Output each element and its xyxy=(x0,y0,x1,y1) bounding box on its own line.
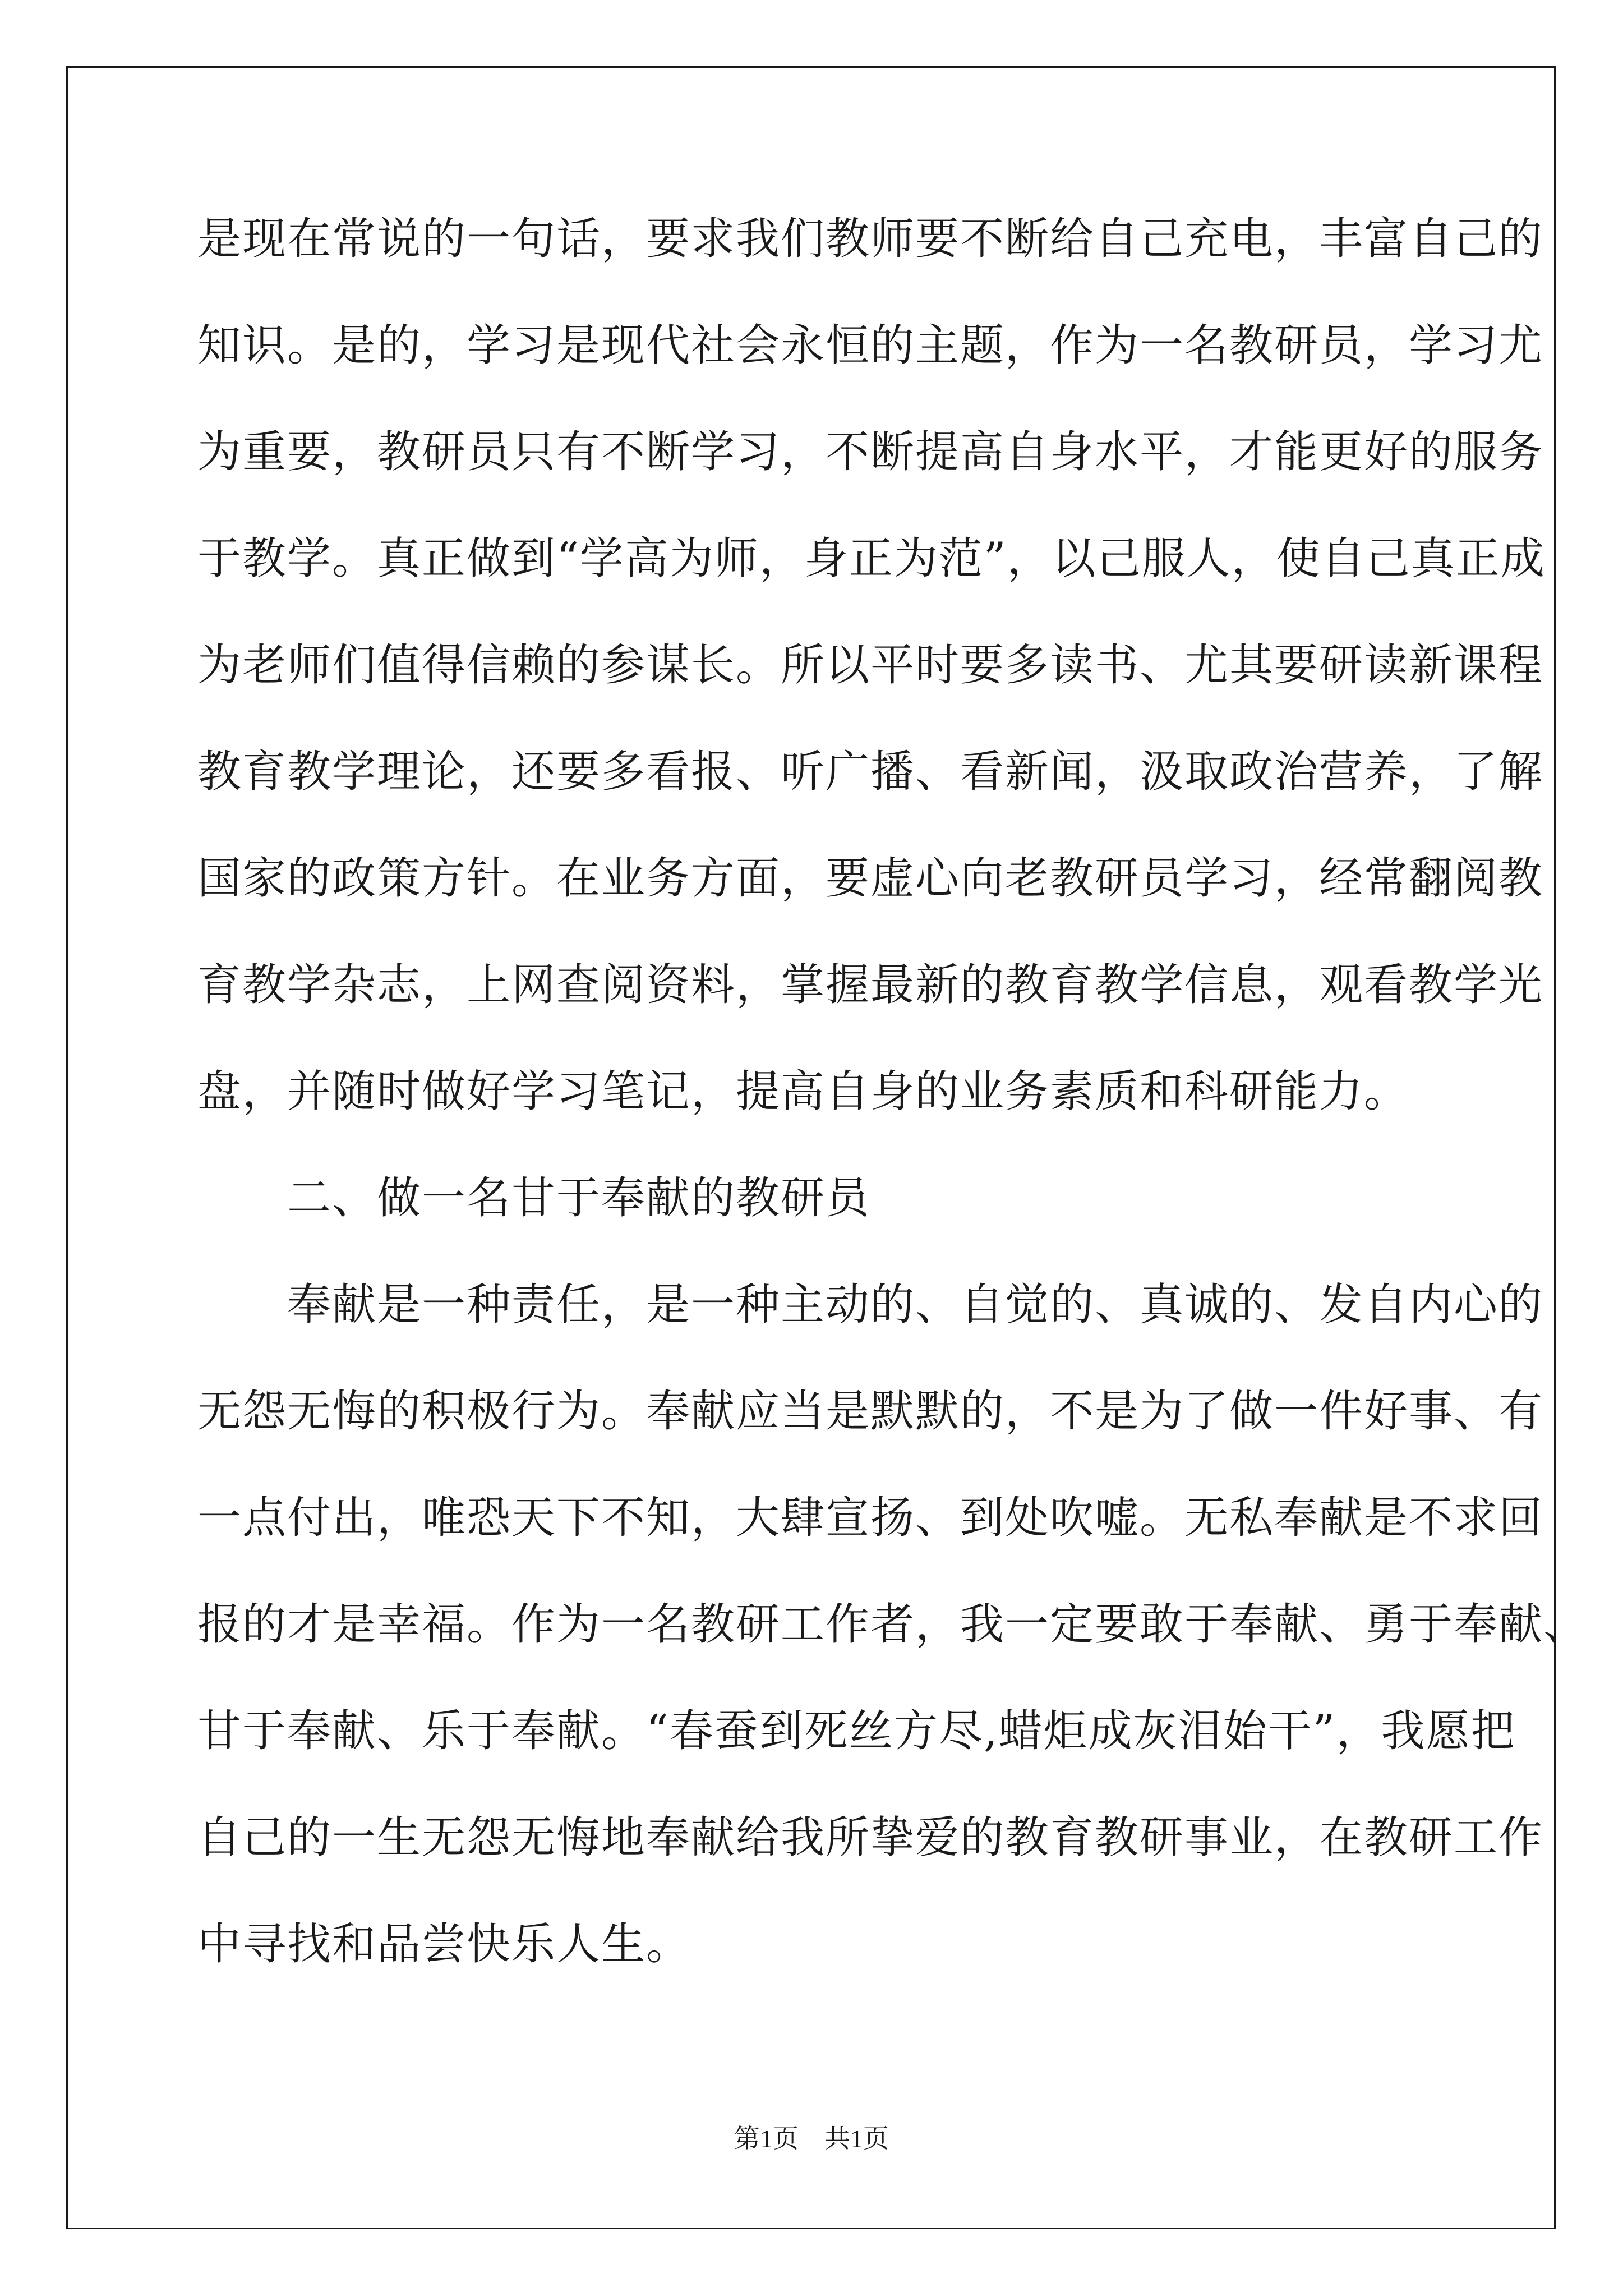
section-heading: 二、做一名甘于奉献的教研员 xyxy=(197,1173,871,1223)
text-line: 为重要，教研员只有不断学习，不断提高自身水平，才能更好的服务 xyxy=(197,427,1544,477)
text-line: 奉献是一种责任，是一种主动的、自觉的、真诚的、发自内心的 xyxy=(197,1280,1544,1330)
text-line: 为老师们值得信赖的参谋长。所以平时要多读书、尤其要研读新课程 xyxy=(197,640,1544,691)
text-line: 无怨无悔的积极行为。奉献应当是默默的，不是为了做一件好事、有 xyxy=(197,1386,1544,1437)
text-line: 盘，并随时做好学习笔记，提高自身的业务素质和科研能力。 xyxy=(197,1066,1409,1117)
text-line: 甘于奉献、乐于奉献。“春蚕到死丝方尽,蜡炬成灰泪始干”，我愿把 xyxy=(197,1706,1516,1756)
text-line: 报的才是幸福。作为一名教研工作者，我一定要敢于奉献、勇于奉献、 xyxy=(197,1599,1589,1650)
text-line: 一点付出，唯恐天下不知，大肆宣扬、到处吹嘘。无私奉献是不求回 xyxy=(197,1493,1544,1543)
page-number: 第1页 共1页 xyxy=(734,2124,889,2153)
text-line: 育教学杂志，上网查阅资料，掌握最新的教育教学信息，观看教学光 xyxy=(197,960,1544,1010)
page-border xyxy=(66,66,1556,2229)
text-line: 于教学。真正做到“学高为师，身正为范”，以己服人，使自己真正成 xyxy=(197,533,1546,584)
text-line: 自己的一生无怨无悔地奉献给我所挚爱的教育教研事业，在教研工作 xyxy=(197,1812,1544,1863)
text-line: 中寻找和品尝快乐人生。 xyxy=(197,1919,691,1970)
text-line: 知识。是的，学习是现代社会永恒的主题，作为一名教研员，学习尤 xyxy=(197,320,1544,371)
text-line: 是现在常说的一句话，要求我们教师要不断给自己充电，丰富自己的 xyxy=(197,214,1544,264)
text-line: 教育教学理论，还要多看报、听广播、看新闻，汲取政治营养，了解 xyxy=(197,747,1544,797)
text-line: 国家的政策方针。在业务方面，要虚心向老教研员学习，经常翻阅教 xyxy=(197,853,1544,904)
